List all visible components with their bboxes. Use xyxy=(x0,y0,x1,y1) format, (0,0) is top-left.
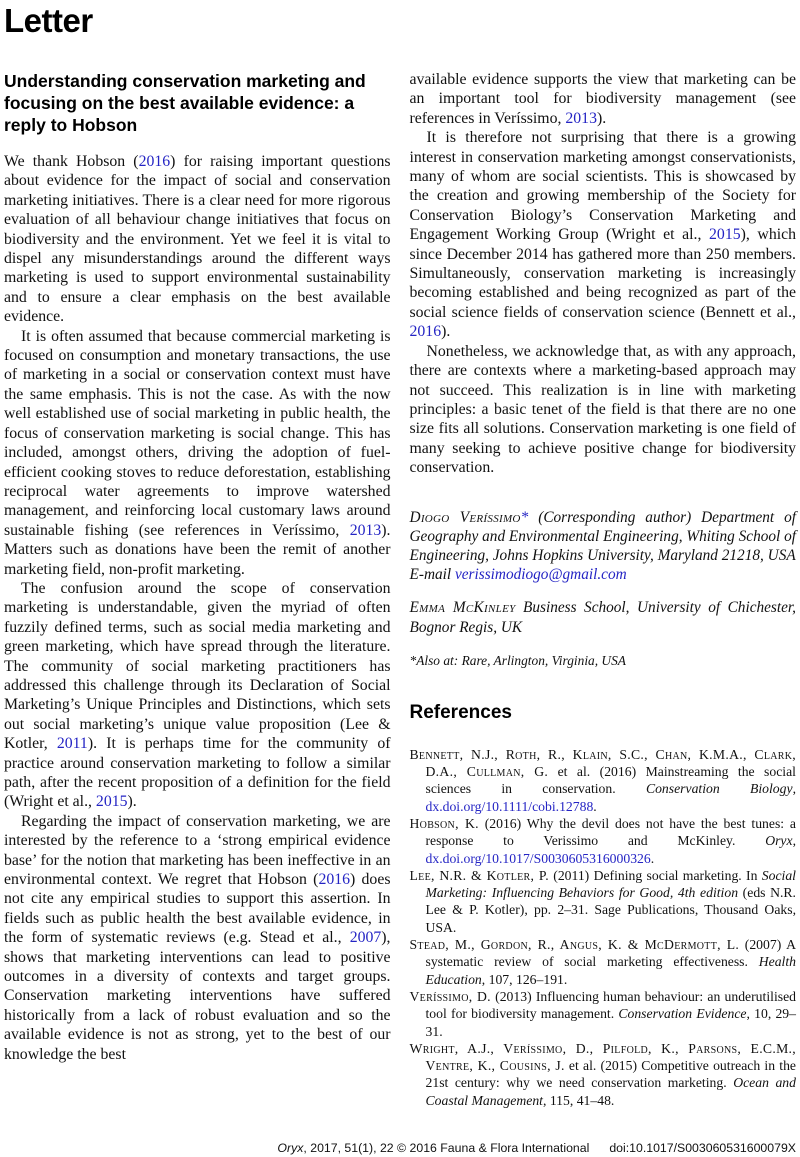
text-run: (eds N.R. Lee & P. Kotler), pp. 2–31. Sage Publications, Thousand Oaks, USA. xyxy=(425,885,796,935)
text-run: , 2017, 51(1), 22 © 2016 Fauna & Flora International xyxy=(303,1141,590,1155)
text-run: Oryx xyxy=(277,1141,304,1155)
inline-link[interactable]: 2013 xyxy=(349,521,382,539)
text-run: Veríssimo, D. xyxy=(409,988,491,1004)
text-run: Conservation Biology xyxy=(645,781,793,797)
reference-item xyxy=(410,746,797,815)
text-run: , xyxy=(792,781,796,797)
text-run: ). xyxy=(127,793,137,811)
doi-text: doi:10.1017/S003060531600079X xyxy=(609,1141,796,1155)
text-run: et al. (2015) Competitive outreach in the 21st century: why we need conservation marketing. xyxy=(425,1058,796,1091)
inline-link[interactable]: 2016 xyxy=(318,871,351,889)
inline-link[interactable]: dx.doi.org/10.1017/S0030605316000326 xyxy=(425,850,651,866)
reference-item xyxy=(410,867,797,936)
inline-link[interactable]: * xyxy=(520,508,529,526)
text-run: ), shows that marketing interventions can lead to positive outcomes in a diversity of contexts and target groups. Conservation marketing interventions have suffered historically from a lack of robust evaluation and so the available evidence is not as strong, yet to the best of our knowledge the best xyxy=(4,929,391,1063)
text-run: ) does not cite any empirical studies to support this assertion. In fields such as public health the best available evidence, in the form of systematic reviews (e.g. Stead et al., xyxy=(4,871,391,947)
section-label: Letter xyxy=(4,2,93,39)
text-run: ), which since December 2014 has gathered more than 250 members. Simultaneously, conservation marketing is increasingly becoming established and being recognized as part of the social science fields of conservation science (Bennett et al., xyxy=(409,226,797,321)
page-footer xyxy=(277,1141,796,1155)
text-run: (Corresponding author) Department of Geography and Environmental Engineering, Whiting School of Engineering, Johns Hopkins University, Maryland 21218, USA xyxy=(409,508,796,564)
author-affiliation-mckinley xyxy=(410,598,797,636)
inline-link[interactable]: dx.doi.org/10.1111/cobi.12788 xyxy=(425,798,594,814)
text-run: Conservation Evidence xyxy=(618,1006,747,1022)
references-list xyxy=(410,746,797,1109)
text-run: Stead, M., Gordon, R., Angus, K. & McDermott, L. xyxy=(409,937,740,953)
text-run: Regarding the impact of conservation marketing, we are interested by the reference to a ‘strong empirical evidence base’ for the notion that marketing has been ineffective in an environmental context. We regret that Hobson ( xyxy=(4,812,391,889)
text-run: Diogo Veríssimo xyxy=(409,508,521,526)
reference-item xyxy=(410,936,797,988)
inline-link[interactable]: 2015 xyxy=(95,793,128,811)
text-run: Hobson, K. xyxy=(409,815,479,831)
author-footnote xyxy=(410,652,797,669)
text-run: ). xyxy=(596,109,607,127)
text-run: We thank Hobson ( xyxy=(4,153,139,170)
paragraph xyxy=(4,152,391,327)
text-run: It is therefore not surprising that there is a growing interest in conservation marketing amongst conservationists, many of whom are social scientists. This is showcased by the creation and growing membership of the Society for Conservation Biology’s Conservation Marketing and Engagement Working Group (Wright et al., xyxy=(409,129,796,244)
reference-item xyxy=(410,815,797,867)
text-run: (2013) Influencing human behaviour: an underutilised tool for biodiversity management. xyxy=(425,988,796,1022)
two-column-layout xyxy=(4,70,796,1109)
references-heading: References xyxy=(409,701,512,723)
text-run: *Also at: Rare, Arlington, Virginia, USA xyxy=(409,652,626,668)
text-run: Health Education xyxy=(425,954,796,987)
text-run: . xyxy=(593,798,597,814)
text-run: Lee, N.R. & Kotler, P. xyxy=(409,867,549,883)
paragraph xyxy=(410,128,797,341)
inline-link[interactable]: 2007 xyxy=(349,929,382,947)
text-run: ) for raising important questions about evidence for the impact of social and conservation marketing initiatives. There is a clear need for more rigorous evaluation of all behaviour change initiatives that focus on biodiversity and the environment. Yet we feel it is vital to dispel any misunderstandings around the different ways marketing is used to support environmental sustainability and to ensure a clear emphasis on the best available evidence. xyxy=(4,153,391,326)
text-run: , 107, 126–191. xyxy=(481,971,568,987)
left-column xyxy=(4,70,391,1109)
reference-item xyxy=(410,1040,797,1109)
text-run: et al. (2016) Mainstreaming the social sciences in conservation. xyxy=(425,764,796,797)
text-run: Ocean and Coastal Management xyxy=(425,1075,796,1108)
inline-link[interactable]: 2011 xyxy=(56,735,88,753)
author-affiliation-verissimo xyxy=(410,508,797,585)
inline-link[interactable]: verissimodiogo@gmail.com xyxy=(454,566,627,584)
paragraph xyxy=(4,579,391,812)
text-run: Oryx xyxy=(765,833,793,849)
text-run: Nonetheless, we acknowledge that, as with any approach, there are contexts where a marketing-based approach may not succeed. This realization is in line with marketing principles: a basic tenet of the field is that there are no one size fits all solutions. Conservation marketing is one field of many seeking to achieve positive change for biodiversity conservation. xyxy=(409,342,796,477)
text-run: ). xyxy=(441,323,451,341)
text-run: (2007) A systematic review of social marketing effectiveness. xyxy=(425,937,796,970)
text-run: Social Marketing: Influencing Behaviors for Good, 4th edition xyxy=(425,867,796,901)
text-run: ). Matters such as donations have been the remit of another marketing field, non-profit marketing. xyxy=(4,521,391,578)
text-run: ). It is perhaps time for the community of practice around conservation marketing to follow a similar path, after the recent proposition of a definition for the field (Wright et al., xyxy=(4,735,391,811)
text-run: E-mail xyxy=(409,566,455,584)
text-run: (2011) Defining social marketing. In xyxy=(548,867,762,883)
text-run: , xyxy=(792,833,796,849)
paragraph xyxy=(410,342,797,478)
paragraph xyxy=(4,327,391,579)
text-run: , 115, 41–48. xyxy=(542,1092,615,1108)
reference-item xyxy=(410,988,797,1040)
text-run: , 10, 29–31. xyxy=(425,1006,796,1039)
text-run: Bennett, N.J., Roth, R., Klain, S.C., Chan, K.M.A., Clark, D.A., Cullman, G. xyxy=(409,746,796,780)
text-run: (2016) Why the devil does not have the best tunes: a response to Verissimo and McKinley. xyxy=(425,815,796,849)
text-run: . xyxy=(650,850,655,866)
text-run: Emma McKinley xyxy=(409,599,516,617)
journal-citation xyxy=(277,1141,589,1155)
text-run: Business School, University of Chichester, Bognor Regis, UK xyxy=(409,599,797,636)
article-title: Understanding conservation marketing and focusing on the best available evidence: a reply to Hobson xyxy=(4,71,366,135)
text-run: available evidence supports the view that marketing can be an important tool for biodiversity management (see references in Veríssimo, xyxy=(409,71,796,127)
text-run: The confusion around the scope of conservation marketing is understandable, given the myriad of often fuzzily defined terms, such as social media marketing and green marketing, which have spread through the literature. The community of social marketing practitioners has addressed this challenge through its Declaration of Social Marketing’s Unique Principles and Distinctions, which sets out social marketing’s unique value proposition (Lee & Kotler, xyxy=(4,579,391,753)
inline-link[interactable]: 2016 xyxy=(409,323,442,341)
text-run: Wright, A.J., Veríssimo, D., Pilfold, K., Parsons, E.C.M., Ventre, K., Cousins, J. xyxy=(409,1040,796,1074)
inline-link[interactable]: 2013 xyxy=(565,109,597,127)
inline-link[interactable]: 2015 xyxy=(709,226,741,244)
paragraph xyxy=(410,70,797,128)
inline-link[interactable]: 2016 xyxy=(138,153,171,170)
paragraph xyxy=(4,812,391,1064)
text-run: It is often assumed that because commercial marketing is focused on consumption and monetary transactions, the use of marketing in a social or conservation context must have the same emphasis. This is not the case. As with the now well established use of social marketing in public health, the focus of conservation marketing is social change. This has included, amongst others, driving the adoption of fuel-efficient cooking stoves to reduce deforestation, establishing reciprocal water agreements to improve watershed management, and reinforcing local customary laws around sustainable fishing (see references in Veríssimo, xyxy=(4,327,391,539)
right-column xyxy=(410,70,797,1109)
